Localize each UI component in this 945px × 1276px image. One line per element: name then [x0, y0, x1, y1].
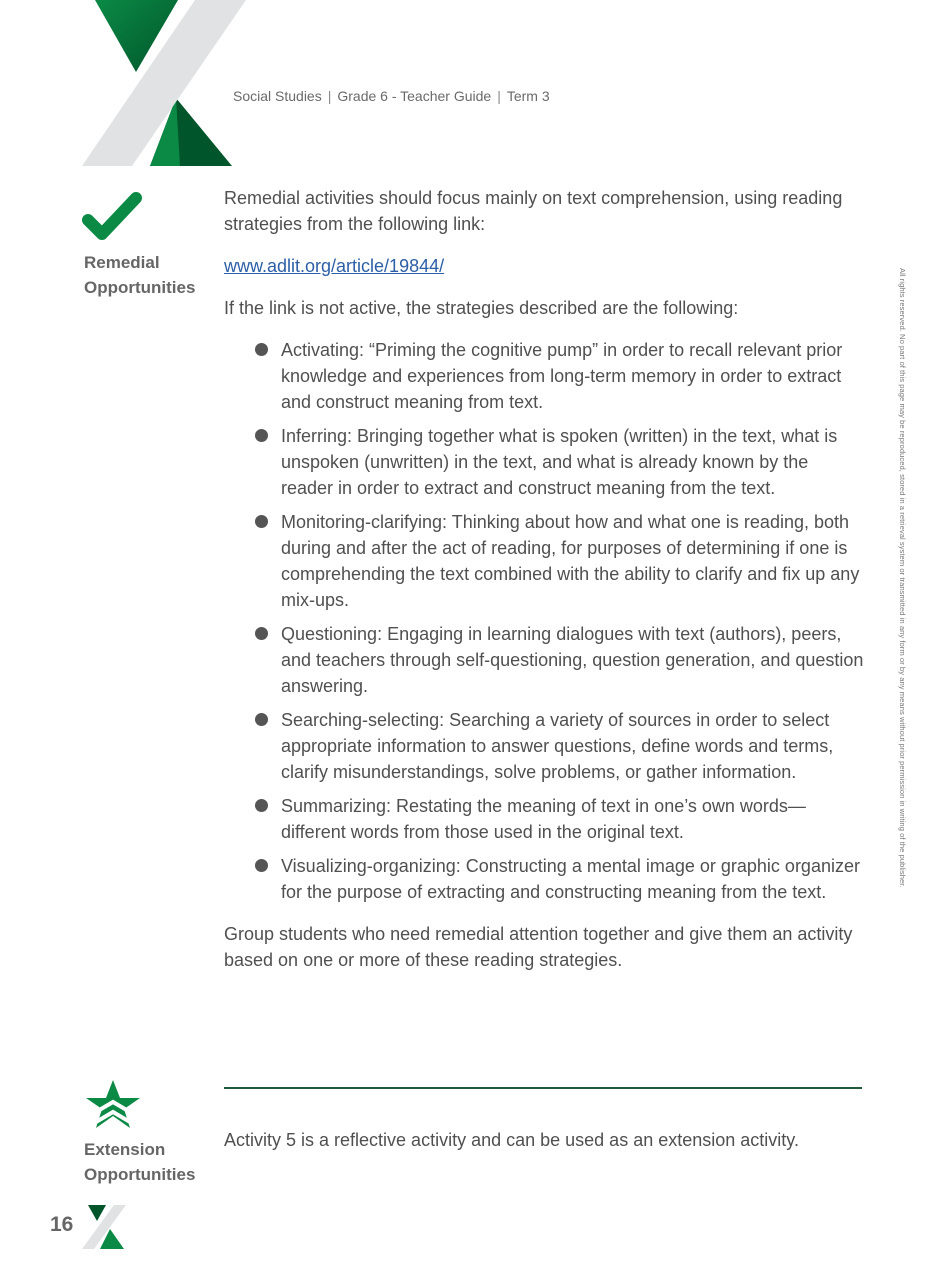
- list-item: [281, 853, 864, 905]
- list-item: [281, 621, 864, 699]
- remedial-label: [84, 250, 214, 300]
- header-breadcrumb: [233, 88, 550, 104]
- rights-notice: [895, 268, 911, 1008]
- header-grade: Grade 6 - Teacher Guide: [337, 88, 492, 104]
- rights-notice-text: All rights reserved. No part of this page may be reproduced, stored in a retrieval system or transmitted in any form or by any means without prior permission in writing of the publisher.: [898, 268, 907, 888]
- extension-label-line2: Opportunities: [84, 1165, 196, 1184]
- bullet-icon: [255, 343, 268, 356]
- list-item: [281, 793, 864, 845]
- strategy-list: [224, 337, 864, 905]
- strategy-text: Inferring: Bringing together what is spoken (written) in the text, what is unspoken (unwritten) in the text, and what is already known by the reader in order to extract and construct meaning from the text.: [281, 426, 838, 498]
- bullet-icon: [255, 859, 268, 872]
- strategy-text: Activating: “Priming the cognitive pump” in order to recall relevant prior knowledge and experiences from long-term memory in order to extract and construct meaning from text.: [281, 340, 843, 412]
- strategy-text: Searching-selecting: Searching a variety of sources in order to select appropriate information to answer questions, define words and terms, clarify misunderstandings, solve problems, or gather information.: [281, 710, 834, 782]
- bullet-icon: [255, 515, 268, 528]
- x-logo-small: [80, 1205, 128, 1251]
- header-separator: |: [497, 88, 501, 104]
- extension-label-line1: Extension: [84, 1140, 166, 1159]
- bullet-icon: [255, 627, 268, 640]
- header-subject: Social Studies: [233, 88, 322, 104]
- remedial-lead: If the link is not active, the strategies described are the following:: [224, 298, 739, 318]
- remedial-content: [224, 185, 864, 973]
- header-separator: |: [327, 88, 332, 104]
- strategy-text: Questioning: Engaging in learning dialogues with text (authors), peers, and teachers through self-questioning, question generation, and question answering.: [281, 624, 864, 696]
- section-divider: [224, 1087, 862, 1089]
- adlit-link[interactable]: www.adlit.org/article/19844/: [224, 256, 445, 276]
- strategy-text: Monitoring-clarifying: Thinking about how and what one is reading, both during and after the act of reading, for purposes of determining if one is comprehending the text combined with the ability to clarify and fix up any mix-ups.: [281, 512, 860, 610]
- x-logo: [80, 0, 250, 170]
- list-item: [281, 707, 864, 785]
- header-term: Term 3: [506, 88, 550, 104]
- strategy-text: Visualizing-organizing: Constructing a mental image or graphic organizer for the purpose of extracting and constructing meaning from the text.: [281, 856, 860, 902]
- extension-label: [84, 1137, 214, 1187]
- strategy-text: Summarizing: Restating the meaning of text in one’s own words—different words from those used in the original text.: [281, 796, 806, 842]
- remedial-intro: Remedial activities should focus mainly on text comprehension, using reading strategies from the following link:: [224, 188, 843, 234]
- list-item: [281, 423, 864, 501]
- remedial-label-line1: Remedial: [84, 253, 160, 272]
- bullet-icon: [255, 799, 268, 812]
- bullet-icon: [255, 429, 268, 442]
- extension-text: Activity 5 is a reflective activity and can be used as an extension activity.: [224, 1130, 799, 1150]
- star-chevron-icon: [84, 1078, 142, 1134]
- list-item: [281, 337, 864, 415]
- list-item: [281, 509, 864, 613]
- remedial-label-line2: Opportunities: [84, 278, 196, 297]
- check-icon: [82, 190, 146, 248]
- remedial-closing: Group students who need remedial attention together and give them an activity based on one or more of these reading strategies.: [224, 924, 853, 970]
- page-number: 16: [50, 1213, 74, 1236]
- bullet-icon: [255, 713, 268, 726]
